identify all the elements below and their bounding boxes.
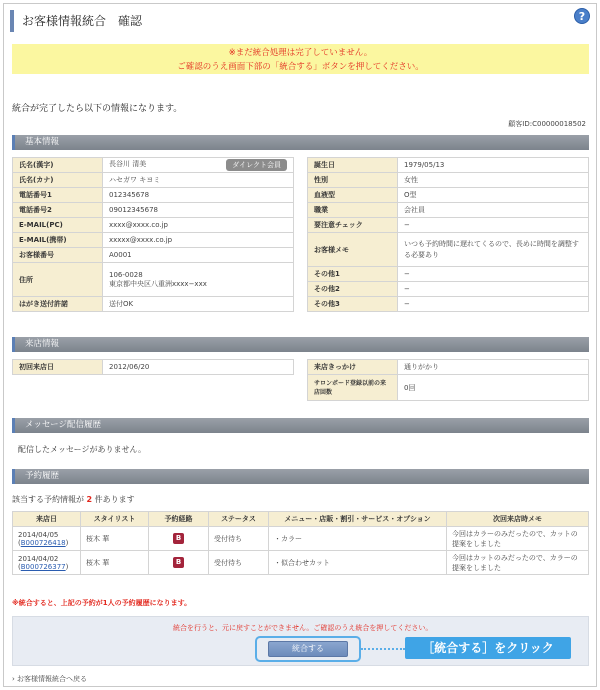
reservation-history-heading: 予約履歴 <box>12 469 589 484</box>
field-label: お客様番号 <box>13 248 103 263</box>
warning-banner <box>12 44 589 74</box>
table-row <box>13 158 294 173</box>
field-label: その他2 <box>308 282 398 297</box>
table-row <box>13 203 294 218</box>
table-row <box>308 188 589 203</box>
visit-info-heading: 来店情報 <box>12 337 589 352</box>
memo-cell: 今回はカラーのみだったので、カットの提案をしました <box>447 527 589 551</box>
field-label: 来店きっかけ <box>308 360 398 375</box>
field-label: 氏名(漢字) <box>13 158 103 173</box>
warning-line-1: ※まだ統合処理は完了していません。 <box>228 48 373 58</box>
basic-info-left-table <box>12 157 294 312</box>
field-value: 会社員 <box>398 203 589 218</box>
field-label: 住所 <box>13 263 103 297</box>
table-header-row <box>13 512 589 527</box>
field-value: − <box>398 297 589 312</box>
column-header: 来店日 <box>13 512 81 527</box>
field-value: 1979/05/13 <box>398 158 589 173</box>
field-label: 要注意チェック <box>308 218 398 233</box>
column-header: 予約経路 <box>149 512 209 527</box>
field-value: O型 <box>398 188 589 203</box>
warning-line-2: ご確認のうえ画面下部の「統合する」ボタンを押してください。 <box>177 62 424 72</box>
field-value: 女性 <box>398 173 589 188</box>
customer-id: 顧客ID:C00000018502 <box>508 120 586 128</box>
field-value: − <box>398 218 589 233</box>
title-bar <box>10 10 584 32</box>
column-header: スタイリスト <box>81 512 149 527</box>
stylist-cell: 桜木 華 <box>81 527 149 551</box>
field-label: 性別 <box>308 173 398 188</box>
field-value: − <box>398 267 589 282</box>
reservation-count-text <box>12 494 135 505</box>
status-cell: 受付待ち <box>209 551 269 575</box>
salonboard-visits-value: 0回 <box>398 375 589 401</box>
first-visit-value: 2012/06/20 <box>103 360 294 375</box>
basic-info-heading: 基本情報 <box>12 135 589 150</box>
count-prefix: 該当する予約情報が <box>12 495 84 504</box>
message-history-heading: メッセージ配信履歴 <box>12 418 589 433</box>
back-link[interactable] <box>12 674 87 684</box>
field-label: お客様メモ <box>308 233 398 267</box>
field-label: 職業 <box>308 203 398 218</box>
table-row <box>13 297 294 312</box>
field-label: E-MAIL(携帯) <box>13 233 103 248</box>
menu-cell: ・似合わせカット <box>269 551 447 575</box>
table-row <box>308 218 589 233</box>
field-label: 初回来店日 <box>13 360 103 375</box>
count-suffix: 件あります <box>94 495 135 504</box>
postal-code: 106-0028 <box>109 270 143 279</box>
merge-button[interactable]: 統合する <box>268 641 348 657</box>
field-label: サロンボード登録以前の来店回数 <box>308 375 398 401</box>
table-row <box>308 282 589 297</box>
field-value: 09012345678 <box>103 203 294 218</box>
status-cell: 受付待ち <box>209 527 269 551</box>
help-icon[interactable]: ? <box>574 8 590 24</box>
action-area <box>12 616 589 666</box>
field-value <box>103 158 294 173</box>
field-label: 誕生日 <box>308 158 398 173</box>
reservation-id-link[interactable]: B000726418 <box>20 538 66 547</box>
menu-cell: ・カラー <box>269 527 447 551</box>
field-label: 電話番号2 <box>13 203 103 218</box>
table-row <box>308 233 589 267</box>
visit-date: 2014/04/02 <box>18 554 59 563</box>
lead-text: 統合が完了したら以下の情報になります。 <box>12 104 183 114</box>
route-cell <box>149 551 209 575</box>
column-header: ステータス <box>209 512 269 527</box>
click-merge-callout: ［統合する］をクリック <box>405 637 571 659</box>
table-row <box>308 173 589 188</box>
stylist-cell: 桜木 華 <box>81 551 149 575</box>
irreversible-warning: 統合を行うと、元に戻すことができません。ご確認のうえ統合を押してください。 <box>173 624 433 632</box>
field-label: 氏名(カナ) <box>13 173 103 188</box>
visit-date-cell: 2014/04/05 (B000726418) <box>13 527 81 551</box>
table-row <box>308 203 589 218</box>
table-row <box>308 267 589 282</box>
table-row <box>13 218 294 233</box>
booking-route-icon: B <box>173 533 184 544</box>
field-value: 送付OK <box>103 297 294 312</box>
column-header: メニュー・店販・割引・サービス・オプション <box>269 512 447 527</box>
field-value <box>103 263 294 297</box>
reservation-count: 2 <box>86 495 93 504</box>
field-label: 電話番号1 <box>13 188 103 203</box>
visit-date-cell: 2014/04/02 (B000726377) <box>13 551 81 575</box>
page-title: お客様情報統合 確認 <box>22 14 143 28</box>
memo-cell: 今回はカットのみだったので、カラーの提案をしました <box>447 551 589 575</box>
field-value: xxxxx@xxxx.co.jp <box>103 233 294 248</box>
booking-route-icon: B <box>173 557 184 568</box>
table-row <box>13 173 294 188</box>
field-label: E-MAIL(PC) <box>13 218 103 233</box>
visit-trigger-value: 通りがかり <box>398 360 589 375</box>
reservation-id-link[interactable]: B000726377 <box>20 562 66 571</box>
field-value: ハセガワ キヨミ <box>103 173 294 188</box>
merge-note: ※統合すると、上記の予約が1人の予約履歴になります。 <box>12 599 192 607</box>
address: 東京都中央区八重洲xxxx−xxx <box>109 279 207 288</box>
field-value: 012345678 <box>103 188 294 203</box>
visit-info-right-table <box>307 359 589 401</box>
chevron-right-icon: › <box>12 675 15 683</box>
table-row <box>13 263 294 297</box>
field-value: A0001 <box>103 248 294 263</box>
basic-info-right-table <box>307 157 589 312</box>
name-kanji-value: 長谷川 清美 <box>109 160 147 168</box>
main-frame <box>3 3 597 687</box>
field-value: いつも予約時間に遅れてくるので、長めに時間を調整する必要あり <box>398 233 589 267</box>
reservation-table <box>12 511 589 575</box>
table-row <box>308 297 589 312</box>
back-link-label: お客様情報統合へ戻る <box>17 675 88 683</box>
visit-info-left-table <box>12 359 294 375</box>
message-history-empty: 配信したメッセージがありません。 <box>18 445 146 454</box>
table-row <box>308 375 589 401</box>
field-label: 血液型 <box>308 188 398 203</box>
route-cell <box>149 527 209 551</box>
table-row <box>13 360 294 375</box>
field-label: はがき送付許諾 <box>13 297 103 312</box>
table-row <box>13 527 589 551</box>
field-label: その他3 <box>308 297 398 312</box>
table-row <box>13 233 294 248</box>
direct-member-badge: ダイレクト会員 <box>226 159 287 171</box>
field-label: その他1 <box>308 267 398 282</box>
table-row <box>13 248 294 263</box>
field-value: − <box>398 282 589 297</box>
table-row <box>13 188 294 203</box>
table-row <box>308 158 589 173</box>
table-row <box>308 360 589 375</box>
callout-connector <box>361 648 405 650</box>
visit-date: 2014/04/05 <box>18 530 59 539</box>
field-value: xxxx@xxxx.co.jp <box>103 218 294 233</box>
column-header: 次回来店時メモ <box>447 512 589 527</box>
table-row <box>13 551 589 575</box>
